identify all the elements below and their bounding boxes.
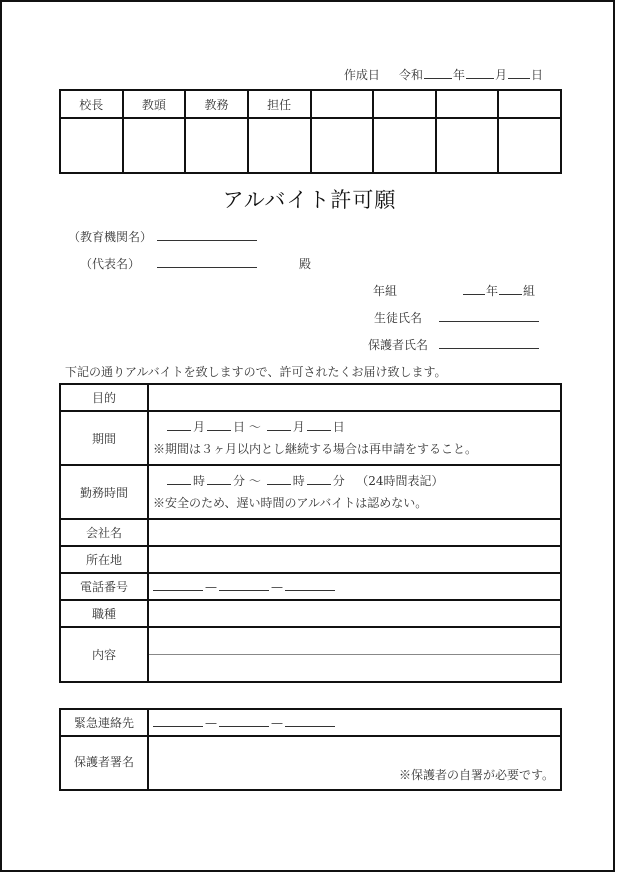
stamp-cell[interactable] (498, 118, 561, 173)
approval-stamp-table (59, 89, 562, 174)
era-label: 令和 (398, 68, 423, 82)
guardian-name-field[interactable] (439, 348, 539, 349)
document-title: アルバイト許可願 (222, 188, 397, 212)
company-label: 会社名 (60, 519, 148, 546)
stamp-cell[interactable] (248, 118, 311, 173)
institution-name-field[interactable] (157, 240, 257, 241)
stamp-header-blank (498, 90, 561, 118)
period-cell (148, 411, 561, 465)
day-unit: 日 (233, 420, 246, 434)
emergency-dash: — (205, 715, 217, 730)
year-unit: 年 (452, 68, 465, 82)
24h-notation: （24時間表記） (356, 474, 444, 488)
job-type-field[interactable] (148, 600, 561, 627)
end-hour-field[interactable] (267, 474, 291, 485)
class-unit-label: 組 (523, 284, 536, 298)
month-unit: 月 (494, 68, 507, 82)
phone-label: 電話番号 (60, 573, 148, 600)
institution-label: （教育機関名） (68, 230, 153, 244)
emergency-part-1[interactable] (153, 716, 203, 727)
period-label: 期間 (60, 411, 148, 465)
details-table (59, 383, 562, 683)
period-range (153, 416, 560, 438)
stamp-cell[interactable] (373, 118, 436, 173)
intro-text: 下記の通りアルバイトを致しますので、許可されたくお届け致します。 (65, 365, 447, 379)
address-label: 所在地 (60, 546, 148, 573)
tilde: 〜 (248, 420, 261, 434)
emergency-part-3[interactable] (285, 716, 335, 727)
student-name-label: 生徒氏名 (374, 311, 423, 325)
emergency-contact-cell (148, 709, 561, 736)
guardian-signature-label: 保護者署名 (60, 736, 148, 790)
period-note: ※期間は３ヶ月以内とし継続する場合は再申請をすること。 (153, 442, 478, 456)
guardian-name-label: 保護者氏名 (368, 338, 429, 352)
purpose-label: 目的 (60, 384, 148, 411)
tilde: 〜 (248, 474, 261, 488)
minute-unit: 分 (233, 474, 246, 488)
stamp-cell[interactable] (60, 118, 123, 173)
content-line (149, 655, 560, 681)
date-label: 作成日 (343, 68, 380, 82)
job-type-label: 職種 (60, 600, 148, 627)
month-unit: 月 (292, 420, 305, 434)
creation-date (344, 66, 543, 83)
day-unit: 日 (530, 68, 543, 82)
phone-part-2[interactable] (219, 580, 269, 591)
phone-cell (148, 573, 561, 600)
purpose-field[interactable] (148, 384, 561, 411)
stamp-header-homeroom-teacher: 担任 (248, 90, 311, 118)
start-day-field[interactable] (207, 420, 231, 431)
stamp-header-blank (373, 90, 436, 118)
start-minute-field[interactable] (207, 474, 231, 485)
hours-label: 勤務時間 (60, 465, 148, 519)
year-blank[interactable] (424, 67, 452, 79)
company-field[interactable] (148, 519, 561, 546)
emergency-contact-label: 緊急連絡先 (60, 709, 148, 736)
stamp-header-academic-affairs: 教務 (185, 90, 248, 118)
class-field[interactable] (499, 294, 522, 295)
phone-dash: — (205, 579, 217, 594)
stamp-cell[interactable] (436, 118, 499, 173)
representative-label: （代表名） (80, 257, 141, 271)
representative-name-field[interactable] (157, 267, 257, 268)
end-minute-field[interactable] (307, 474, 331, 485)
guardian-signature-field[interactable] (148, 736, 561, 790)
hour-unit: 時 (193, 474, 206, 488)
content-label: 内容 (60, 627, 148, 682)
stamp-cell[interactable] (123, 118, 186, 173)
stamp-header-blank (436, 90, 499, 118)
phone-dash: — (271, 579, 283, 594)
signature-note: ※保護者の自署が必要です。 (398, 768, 554, 782)
end-month-field[interactable] (267, 420, 291, 431)
stamp-header-principal: 校長 (60, 90, 123, 118)
year-class-label: 年組 (373, 284, 398, 298)
emergency-dash: — (271, 715, 283, 730)
hours-range (153, 470, 560, 492)
content-field[interactable] (148, 627, 561, 682)
phone-part-3[interactable] (285, 580, 335, 591)
honorific: 殿 (299, 257, 312, 271)
stamp-cell[interactable] (311, 118, 374, 173)
grade-field[interactable] (463, 294, 485, 295)
day-blank[interactable] (508, 67, 530, 79)
emergency-part-2[interactable] (219, 716, 269, 727)
content-line (149, 628, 560, 655)
student-name-field[interactable] (439, 321, 539, 322)
contact-table (59, 708, 562, 791)
hours-note: ※安全のため、遅い時間のアルバイトは認めない。 (153, 496, 428, 510)
stamp-header-vice-principal: 教頭 (123, 90, 186, 118)
month-unit: 月 (193, 420, 206, 434)
start-hour-field[interactable] (167, 474, 191, 485)
address-field[interactable] (148, 546, 561, 573)
hour-unit: 時 (292, 474, 305, 488)
day-unit: 日 (332, 420, 345, 434)
year-unit-label: 年 (486, 284, 499, 298)
phone-part-1[interactable] (153, 580, 203, 591)
end-day-field[interactable] (307, 420, 331, 431)
stamp-cell[interactable] (185, 118, 248, 173)
start-month-field[interactable] (167, 420, 191, 431)
stamp-header-blank (311, 90, 374, 118)
hours-cell (148, 465, 561, 519)
month-blank[interactable] (466, 67, 494, 79)
minute-unit: 分 (332, 474, 345, 488)
